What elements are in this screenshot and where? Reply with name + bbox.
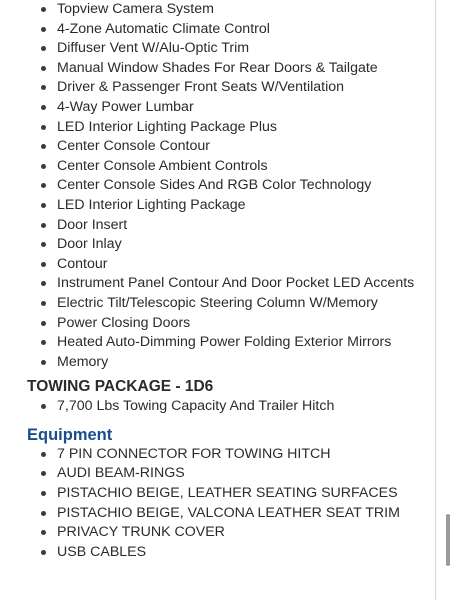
list-item: PISTACHIO BEIGE, LEATHER SEATING SURFACES [0,484,435,504]
list-item: Contour [0,255,435,275]
list-item: Manual Window Shades For Rear Doors & Tailgate [0,59,435,79]
list-item: 7,700 Lbs Towing Capacity And Trailer Hitch [0,397,435,417]
list-item: Door Inlay [0,235,435,255]
list-item: USB CABLES [0,543,435,563]
list-item: 4-Way Power Lumbar [0,98,435,118]
list-item: Center Console Sides And RGB Color Technology [0,176,435,196]
list-item: 4-Zone Automatic Climate Control [0,20,435,40]
list-item: Power Closing Doors [0,314,435,334]
list-item: Driver & Passenger Front Seats W/Ventilation [0,78,435,98]
towing-package-heading: TOWING PACKAGE - 1D6 [27,378,214,396]
list-item: Center Console Contour [0,137,435,157]
list-item: Center Console Ambient Controls [0,157,435,177]
list-item: Memory [0,353,435,373]
list-item: PISTACHIO BEIGE, VALCONA LEATHER SEAT TRIM [0,504,435,524]
list-item: PRIVACY TRUNK COVER [0,523,435,543]
list-item: Heated Auto-Dimming Power Folding Exterior Mirrors [0,333,435,353]
list-item: LED Interior Lighting Package [0,196,435,216]
list-item: 7 PIN CONNECTOR FOR TOWING HITCH [0,445,435,465]
list-item: Diffuser Vent W/Alu-Optic Trim [0,39,435,59]
list-item: Topview Camera System [0,0,435,20]
scrollbar-thumb[interactable] [446,514,450,566]
towing-list [0,397,435,417]
equipment-list [0,445,435,563]
list-item: Door Insert [0,216,435,236]
list-item: Instrument Panel Contour And Door Pocket LED Accents [0,274,435,294]
equipment-heading: Equipment [27,425,113,444]
list-item: AUDI BEAM-RINGS [0,464,435,484]
list-item: LED Interior Lighting Package Plus [0,118,435,138]
list-item: Electric Tilt/Telescopic Steering Column W/Memory [0,294,435,314]
